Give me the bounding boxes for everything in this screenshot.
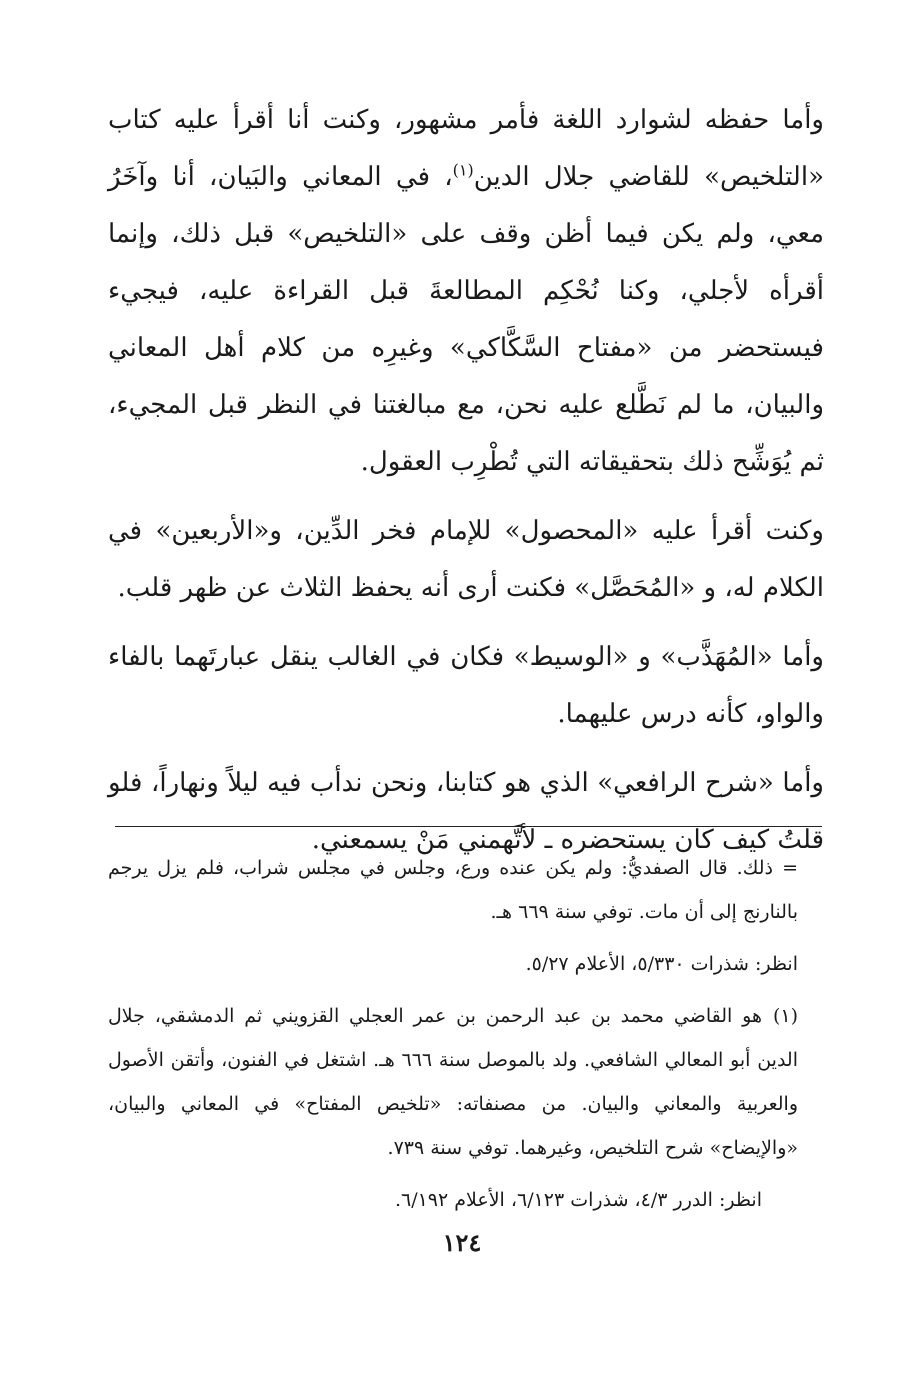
footnote-marker-1: (١) <box>452 160 474 180</box>
footnote-1-text: هو القاضي محمد بن عبد الرحمن بن عمر العجلي القزويني ثم الدمشقي، جلال الدين أبو المعالي الشافعي. ولد بالموصل سنة ٦٦٦ هـ. اشتغل في الفنون، وأتقن الأصول والعربية والمعاني والبيان. من مصنفاته: «تلخيص المفتاح» في المعاني والبيان، «والإيضاح» شرح التلخيص، وغيرهما. توفي سنة ٧٣٩. <box>108 1005 798 1159</box>
footnote-continued: = ذلك. قال الصفديُّ: ولم يكن عنده ورع، وجلس في مجلس شراب، فلم يزل يرجم بالنارنج إلى أن مات. توفي سنة ٦٦٩ هـ. <box>108 857 798 923</box>
main-text <box>108 92 824 869</box>
footnote-1-number: (١) <box>772 1005 798 1027</box>
paragraph-1-part-b: ، في المعاني والبَيان، أنا وآخَرُ معي، ولم يكن فيما أظن وقف على «التلخيص» قبل ذلك، وإنما أقرأه لأجلي، وكنا نُحْكِم المطالعةَ قبل القراءة عليه، فيجيء فيستحضر من «مفتاح السَّكَّاكي» وغيرِه من كلام أهل المعاني والبيان، ما لم نَطَّلع عليه نحن، مع مبالغتنا في النظر قبل المجيء، ثم يُوَشِّح ذلك بتحقيقاته التي تُطْرِب العقول. <box>108 162 824 477</box>
paragraph-2: وكنت أقرأ عليه «المحصول» للإمام فخر الدِّين، و«الأربعين» في الكلام له، و «المُحَصَّل» فكنت أرى أنه يحفظ الثلاث عن ظهر قلب. <box>108 516 824 603</box>
page-body <box>108 92 824 881</box>
paragraph-4: وأما «شرح الرافعي» الذي هو كتابنا، ونحن ندأب فيه ليلاً ونهاراً، فلو قلتُ كيف كان يستحضره ـ لأتَّهمني مَنْ يسمعني. <box>108 768 824 855</box>
footnotes <box>108 846 798 1230</box>
paragraph-3: وأما «المُهَذَّب» و «الوسيط» فكان في الغالب ينقل عبارتَهما بالفاء والواو، كأنه درس عليهما. <box>108 642 824 729</box>
footnote-1 <box>108 994 798 1170</box>
paragraph-1-part-a: وأما حفظه لشوارد اللغة فأمر مشهور، وكنت أنا أقرأ عليه كتاب «التلخيص» للقاضي جلال الدين <box>108 105 824 192</box>
footnote-continued-reference: انظر: شذرات ٥/٣٣٠، الأعلام ٥/٢٧. <box>525 953 798 975</box>
page-number: ١٢٤ <box>442 1228 482 1257</box>
footnote-divider <box>115 826 822 827</box>
paragraph-1 <box>108 92 824 491</box>
footnote-1-reference: انظر: الدرر ٤/٣، شذرات ٦/١٢٣، الأعلام ٦/١٩٢. <box>394 1189 762 1211</box>
